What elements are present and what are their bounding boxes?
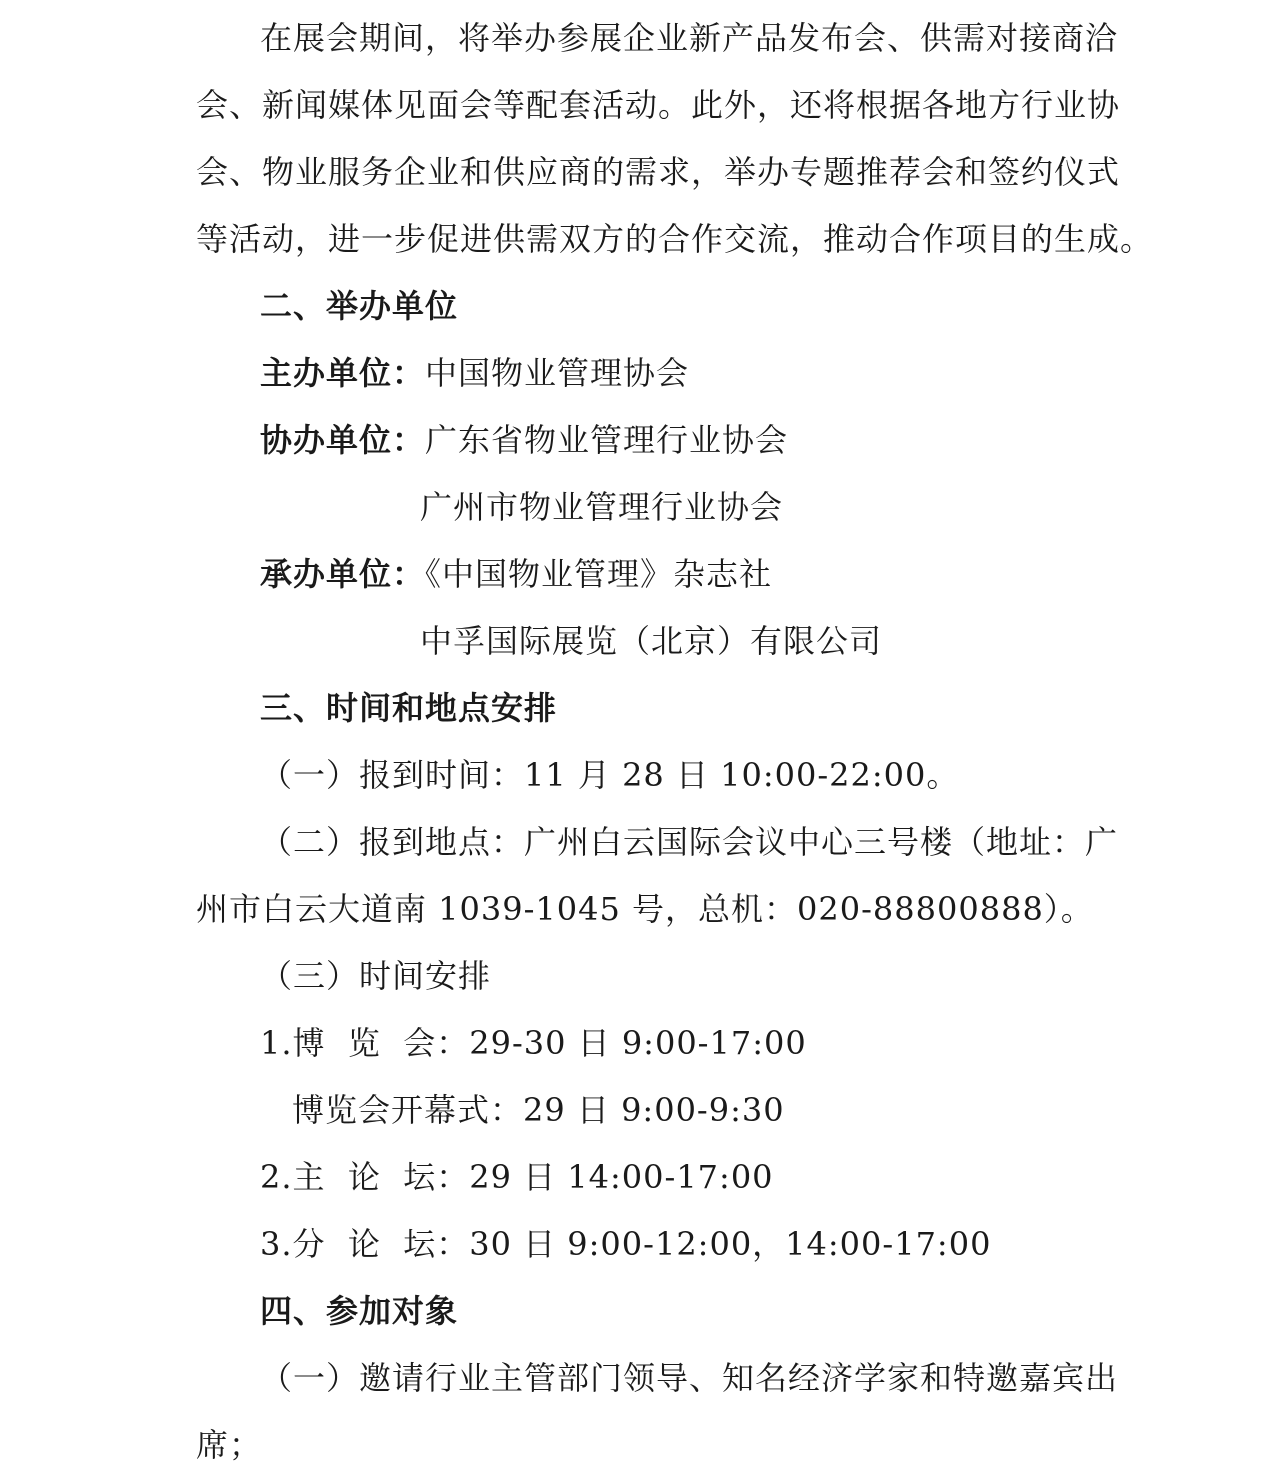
host-value: 中国物业管理协会 — [425, 354, 690, 392]
co-organizer-label: 协办单位： — [260, 421, 426, 459]
schedule-item: 1.博 览 会：29-30 日 9:00-17:00 — [260, 1024, 807, 1062]
organizer-value: 中孚国际展览（北京）有限公司 — [420, 622, 883, 660]
paragraph-line: 等活动，进一步促进供需双方的合作交流，推动合作项目的生成。 — [196, 220, 1154, 258]
co-organizer-value: 广东省物业管理行业协会 — [425, 421, 789, 459]
list-item: （二）报到地点：广州白云国际会议中心三号楼（地址：广 — [260, 823, 1119, 861]
list-item: （三）时间安排 — [260, 957, 492, 995]
schedule-item: 博览会开幕式：29 日 9:00-9:30 — [292, 1091, 785, 1129]
schedule-item: 2.主 论 坛：29 日 14:00-17:00 — [260, 1158, 774, 1196]
list-item: 州市白云大道南 1039-1045 号，总机：020-88800888）。 — [196, 890, 1094, 928]
paragraph-line: 会、物业服务企业和供应商的需求，举办专题推荐会和签约仪式 — [196, 153, 1121, 191]
schedule-item: 3.分 论 坛：30 日 9:00-12:00，14:00-17:00 — [260, 1225, 992, 1263]
co-organizer-value: 广州市物业管理行业协会 — [420, 488, 784, 526]
section-heading: 四、参加对象 — [260, 1292, 459, 1330]
paragraph-line: 会、新闻媒体见面会等配套活动。此外，还将根据各地方行业协 — [196, 86, 1121, 124]
host-label: 主办单位： — [260, 354, 426, 392]
organizer-row — [260, 554, 772, 594]
list-item: 席； — [196, 1426, 263, 1464]
paragraph-line: 在展会期间，将举办参展企业新产品发布会、供需对接商洽 — [260, 19, 1119, 57]
co-organizer-row — [260, 420, 788, 460]
host-row — [260, 353, 689, 393]
list-item: （一）邀请行业主管部门领导、知名经济学家和特邀嘉宾出 — [260, 1359, 1119, 1397]
organizer-label: 承办单位： — [260, 555, 426, 593]
organizer-value: 《中国物业管理》杂志社 — [425, 555, 773, 593]
list-item: （一）报到时间：11 月 28 日 10:00-22:00。 — [260, 756, 960, 794]
section-heading: 三、时间和地点安排 — [260, 689, 558, 727]
section-heading: 二、举办单位 — [260, 287, 459, 325]
